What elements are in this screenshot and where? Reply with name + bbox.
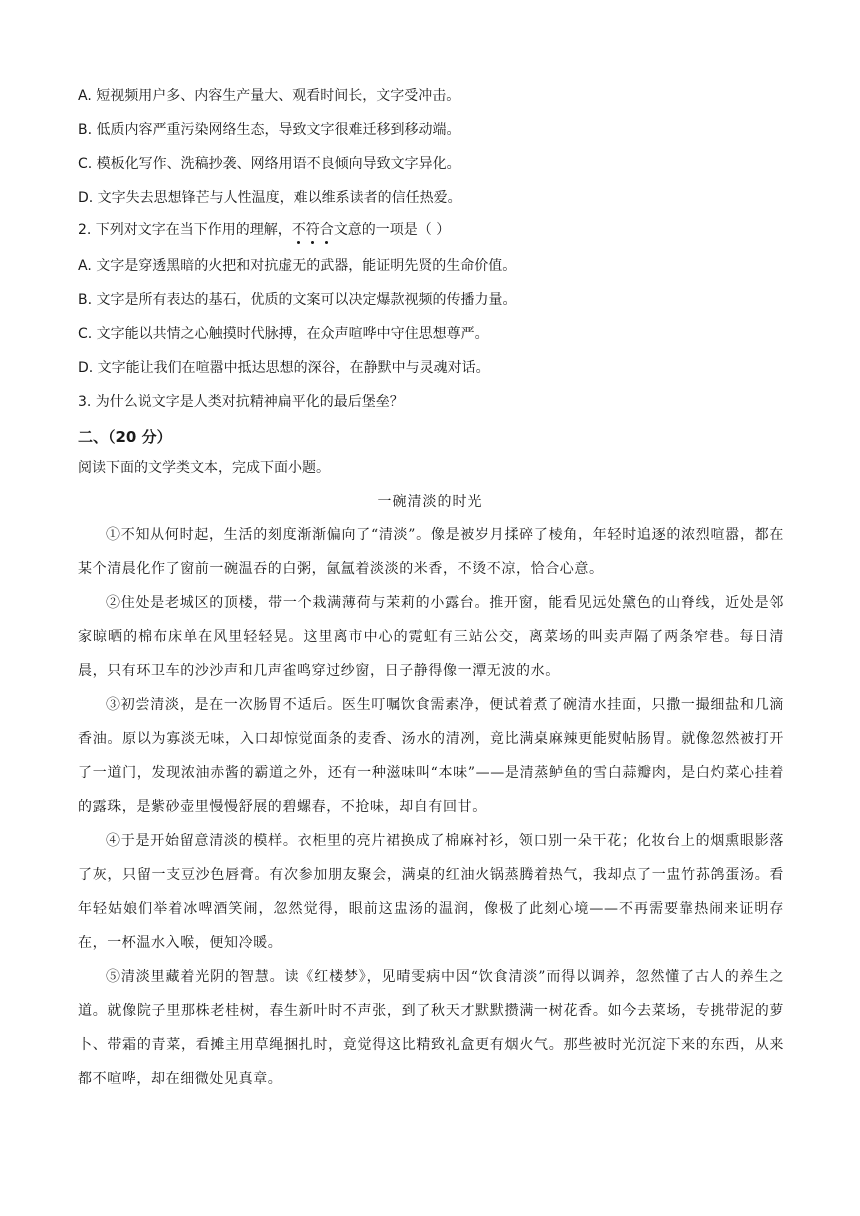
q2-option-a: A. 文字是穿透黑暗的火把和对抗虚无的武器，能证明先贤的生命价值。 xyxy=(78,258,517,274)
article-title: 一碗清淡的时光 xyxy=(377,494,483,510)
q2-option-d: D. 文字能让我们在喧嚣中抵达思想的深谷，在静默中与灵魂对话。 xyxy=(78,360,490,376)
reading-instruction: 阅读下面的文学类文本，完成下面小题。 xyxy=(78,460,330,476)
q1-option-d: D. 文字失去思想锋芒与人性温度，难以维系读者的信任热爱。 xyxy=(78,190,462,206)
q1-option-b: B. 低质内容严重污染网络生态，导致文字很难迁移到移动端。 xyxy=(78,122,461,138)
article-paragraph-1: ①不知从何时起，生活的刻度渐渐偏向了“清淡”。像是被岁月揉碎了棱角，年轻时追逐的浓烈喧嚣，都在某个清晨化作了窗前一碗温吞的白粥，氤氲着淡淡的米香，不烫不凉，恰合心意。 xyxy=(78,527,784,577)
article-paragraph-5: ⑤清淡里藏着光阴的智慧。读《红楼梦》，见晴雯病中因“饮食清淡”而得以调养，忽然懂了古人的养生之道。就像院子里那株老桂树，春生新叶时不声张，到了秋天才默默攒满一树花香。如今去菜场，专挑带泥的萝卜、带霜的青菜，看摊主用草绳捆扎时，竟觉得这比精致礼盒更有烟火气。那些被时光沉淀下来的东西，从来都不喧哗，却在细微处见真章。 xyxy=(78,969,784,1087)
q1-option-c: C. 模板化写作、洗稿抄袭、网络用语不良倾向导致文字异化。 xyxy=(78,156,461,172)
q2-option-b: B. 文字是所有表达的基石，优质的文案可以决定爆款视频的传播力量。 xyxy=(78,292,517,308)
q2-option-c: C. 文字能以共情之心触摸时代脉搏，在众声喧哗中守住思想尊严。 xyxy=(78,326,489,342)
article-paragraph-2: ②住处是老城区的顶楼，带一个栽满薄荷与茉莉的小露台。推开窗，能看见远处黛色的山脊线，近处是邻家晾晒的棉布床单在风里轻轻晃。这里离市中心的霓虹有三站公交，离菜场的叫卖声隔了两条窄巷。每日清晨，只有环卫车的沙沙声和几声雀鸣穿过纱窗，日子静得像一潭无波的水。 xyxy=(78,595,784,679)
question-2-emphasis xyxy=(292,220,334,240)
article-paragraph-4: ④于是开始留意清淡的模样。衣柜里的亮片裙换成了棉麻衬衫，领口别一朵干花；化妆台上的烟熏眼影落了灰，只留一支豆沙色唇膏。有次参加朋友聚会，满桌的红油火锅蒸腾着热气，我却点了一盅竹荪鸽蛋汤。看年轻姑娘们举着冰啤酒笑闹，忽然觉得，眼前这盅汤的温润，像极了此刻心境——不再需要靠热闹来证明存在，一杯温水入喉，便知冷暖。 xyxy=(78,833,784,951)
question-2-prefix: 2. 下列对文字在当下作用的理解， xyxy=(78,222,292,238)
emphasis-dots xyxy=(292,241,334,245)
question-2-emphasis-text: 不符合 xyxy=(291,222,334,238)
section-heading: 二、（20 分） xyxy=(78,428,172,446)
question-2 xyxy=(78,220,450,240)
q1-option-a: A. 短视频用户多、内容生产量大、观看时间长，文字受冲击。 xyxy=(78,88,461,104)
article-paragraph-3: ③初尝清淡，是在一次肠胃不适后。医生叮嘱饮食需素净，便试着煮了碗清水挂面，只撒一撮细盐和几滴香油。原以为寡淡无味，入口却惊觉面条的麦香、汤水的清冽，竟比满桌麻辣更能熨帖肠胃。就像忽然被打开了一道门，发现浓油赤酱的霸道之外，还有一种滋味叫“本味”——是清蒸鲈鱼的雪白蒜瓣肉，是白灼菜心挂着的露珠，是紫砂壶里慢慢舒展的碧螺春，不抢味，却自有回甘。 xyxy=(78,697,784,815)
question-2-suffix: 文意的一项是（ ） xyxy=(333,222,451,238)
question-3: 3. 为什么说文字是人类对抗精神扁平化的最后堡垒？ xyxy=(78,394,404,410)
